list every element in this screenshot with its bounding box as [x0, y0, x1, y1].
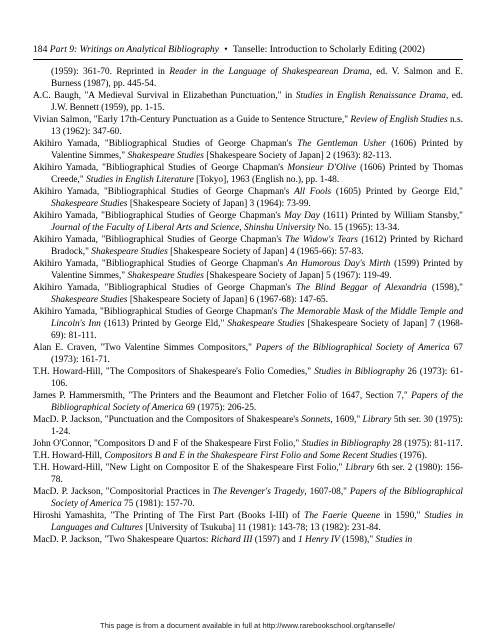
- entry-text: (1976).: [397, 451, 427, 461]
- bibliography-entry: [33, 210, 463, 234]
- entry-text: Vivian Salmon, "Early 17th-Century Punctuation as a Guide to Sentence Structure,": [33, 115, 351, 125]
- page-footer: This page is from a document available in full at http://www.rarebookschool.org/tanselle/: [99, 621, 396, 630]
- bibliography-entry: [33, 114, 463, 138]
- entry-text: , 1607-08,": [304, 487, 350, 497]
- entry-text: (1599) Printed by Valentine Simmes,": [51, 259, 464, 281]
- entry-text: [Tokyo], 1963 (English no.), pp. 1-48.: [193, 175, 340, 185]
- entry-text: [Shakespeare Society of Japan] 3 (1964): 73-99.: [127, 199, 311, 209]
- entry-title-italic: Library: [345, 463, 375, 473]
- entry-text: Akihiro Yamada, "Bibliographical Studies of George Chapman's: [33, 211, 285, 221]
- entry-title-italic: The Widow's Tears: [285, 235, 358, 245]
- entry-title-italic: 1 Henry IV: [298, 535, 340, 545]
- entry-text: (1598),": [426, 283, 463, 293]
- entry-text: T.H. Howard-Hill, "The Compositors of Shakespeare's Folio Comedies,": [33, 367, 315, 377]
- entry-text: James P. Hammersmith, "The Printers and the Beaumont and Fletcher Folio of 1647, Section 7,": [33, 391, 412, 401]
- header-rule: [33, 59, 463, 60]
- entry-title-italic: Journal of the Faculty of Liberal Arts and Science, Shinshu University: [51, 223, 316, 233]
- entry-title-italic: Richard III: [210, 535, 253, 545]
- entry-title-italic: Studies in: [375, 535, 413, 545]
- entry-title-italic: Shakespeare Studies: [227, 319, 305, 329]
- entry-text: Akihiro Yamada, "Bibliographical Studies of George Chapman's: [33, 259, 287, 269]
- entry-text: (1613) Printed by George Eld,": [100, 319, 228, 329]
- entry-title-italic: Library: [362, 415, 392, 425]
- entry-title-italic: Shakespeare Studies: [127, 151, 204, 161]
- bibliography-entry: [33, 90, 463, 114]
- entry-text: (1959): 361-70. Reprinted in: [51, 67, 170, 77]
- bibliography-entry: [33, 66, 463, 90]
- entry-text: (1598),": [339, 535, 376, 545]
- bibliography-entry: [33, 186, 463, 210]
- entry-text: (1605) Printed by George Eld,": [331, 187, 464, 197]
- entry-text: in 1590,": [380, 511, 425, 521]
- entry-text: (1597) and: [252, 535, 299, 545]
- entry-text: [Shakespeare Society of Japan] 4 (1965-66): 57-83.: [167, 247, 364, 257]
- entry-title-italic: Papers of the Bibliographical Society of America: [51, 391, 463, 413]
- entry-text: (1606) Printed by Thomas Creede,": [51, 163, 463, 185]
- entry-text: , ed. V. Salmon and E. Burness (1987), pp. 445-54.: [51, 67, 463, 89]
- entry-title-italic: Shakespeare Studies: [127, 271, 204, 281]
- bibliography-entry: [33, 282, 463, 306]
- entry-title-italic: Reader in the Language of Shakespearean Drama: [169, 67, 370, 77]
- bibliography-entry: [33, 414, 463, 438]
- entry-text: 75 (1981): 157-70.: [121, 499, 195, 509]
- entry-text: [Shakespeare Society of Japan] 2 (1963): 82-113.: [203, 151, 392, 161]
- entry-title-italic: Papers of the Bibliographical Society of America: [51, 487, 463, 509]
- bibliography-list: [33, 66, 463, 546]
- bibliography-entry: [33, 342, 463, 366]
- bibliography-entry: [33, 258, 463, 282]
- entry-text: (1612) Printed by Richard Bradock,": [51, 235, 463, 257]
- bibliography-entry: [33, 234, 463, 258]
- entry-text: (1606) Printed by Valentine Simmes,": [51, 139, 464, 161]
- entry-text: Alan E. Craven, "Two Valentine Simmes Compositors,": [33, 343, 256, 353]
- entry-title-italic: Studies in English Literature: [86, 175, 194, 185]
- entry-title-italic: Shakespeare Studies: [51, 199, 128, 209]
- entry-text: [Shakespeare Society of Japan] 7 (1968-69): 81-111.: [51, 319, 463, 341]
- bibliography-entry: [33, 450, 463, 462]
- bibliography-entry: [33, 306, 463, 342]
- entry-text: (1611) Printed by William Stansby,": [319, 211, 464, 221]
- entry-text: [University of Tsukuba] 11 (1981): 143-78; 13 (1982): 231-84.: [142, 523, 381, 533]
- entry-title-italic: Sonnets: [301, 415, 331, 425]
- entry-title-italic: Shakespeare Studies: [51, 295, 128, 305]
- entry-text: [Shakespeare Society of Japan] 6 (1967-68): 147-65.: [127, 295, 328, 305]
- entry-text: Akihiro Yamada, "Bibliographical Studies of George Chapman's: [33, 163, 288, 173]
- entry-text: Hiroshi Yamashita, "The Printing of The First Part (Books I-III) of: [33, 511, 305, 521]
- entry-title-italic: The Revenger's Tragedy: [212, 487, 305, 497]
- bibliography-entry: [33, 162, 463, 186]
- entry-text: MacD. P. Jackson, "Two Shakespeare Quartos:: [33, 535, 211, 545]
- entry-text: 67 (1973): 161-71.: [51, 343, 463, 365]
- entry-title-italic: Shakespeare Studies: [91, 247, 168, 257]
- entry-title-italic: Studies in Bibliography: [301, 439, 391, 449]
- bibliography-entry: [33, 366, 463, 390]
- entry-title-italic: The Blind Beggar of Alexandria: [295, 283, 427, 293]
- entry-title-italic: The Memorable Mask of the Middle Temple and Lincoln's Inn: [51, 307, 464, 329]
- entry-title-italic: Studies in English Renaissance Drama: [295, 91, 446, 101]
- entry-title-italic: Papers of the Bibliographical Society of America: [255, 343, 450, 353]
- entry-title-italic: Studies in Languages and Cultures: [51, 511, 464, 533]
- entry-text: T.H. Howard-Hill, "New Light on Compositor E of the Shakespeare First Folio,": [33, 463, 346, 473]
- entry-title-italic: May Day: [284, 211, 320, 221]
- entry-text: , 1609,": [330, 415, 363, 425]
- entry-text: Akihiro Yamada, "Bibliographical Studies of George Chapman's: [33, 235, 286, 245]
- bibliography-entry: [33, 390, 463, 414]
- entry-text: 28 (1975): 81-117.: [390, 439, 463, 449]
- entry-title-italic: All Fools: [294, 187, 332, 197]
- entry-title-italic: Monsieur D'Olive: [287, 163, 357, 173]
- bibliography-entry: [33, 438, 463, 450]
- entry-text: 69 (1975): 206-25.: [183, 403, 257, 413]
- entry-title-italic: Studies in Bibliography: [314, 367, 405, 377]
- entry-text: [Shakespeare Society of Japan] 5 (1967): 119-49.: [203, 271, 392, 281]
- entry-text: No. 15 (1965): 13-34.: [315, 223, 400, 233]
- entry-text: Akihiro Yamada, "Bibliographical Studies of George Chapman's: [33, 283, 296, 293]
- page-number: 184: [33, 44, 48, 55]
- entry-text: Akihiro Yamada, "Bibliographical Studies of George Chapman's: [33, 139, 298, 149]
- part-title: Part 9: Writings on Analytical Bibliography: [49, 44, 219, 55]
- entry-text: A.C. Baugh, "A Medieval Survival in Elizabethan Punctuation," in: [33, 91, 296, 101]
- bibliography-entry: [33, 486, 463, 510]
- entry-text: MacD. P. Jackson, "Punctuation and the Compositors of Shakespeare's: [33, 415, 302, 425]
- entry-text: John O'Connor, "Compositors D and F of the Shakespeare First Folio,": [33, 439, 302, 449]
- entry-text: 6th ser. 2 (1980): 156-78.: [51, 463, 463, 485]
- bibliography-entry: [33, 510, 463, 534]
- entry-title-italic: The Gentleman Usher: [297, 139, 386, 149]
- entry-title-italic: Review of English Studies: [350, 115, 448, 125]
- header-bullet: •: [224, 44, 228, 55]
- bibliography-entry: [33, 462, 463, 486]
- entry-text: 5th ser. 30 (1975): 1-24.: [51, 415, 463, 437]
- entry-text: n.s. 13 (1962): 347-60.: [51, 115, 463, 137]
- entry-text: Akihiro Yamada, "Bibliographical Studies of George Chapman's: [33, 307, 281, 317]
- entry-title-italic: Compositors B and E in the Shakespeare First Folio and Some Recent Studies: [104, 451, 398, 461]
- bibliography-entry: [33, 138, 463, 162]
- entry-text: Akihiro Yamada, "Bibliographical Studies of George Chapman's: [33, 187, 295, 197]
- entry-text: T.H. Howard-Hill,: [33, 451, 105, 461]
- entry-title-italic: The Faerie Queene: [304, 511, 381, 521]
- book-title: Tanselle: Introduction to Scholarly Editing (2002): [232, 44, 425, 55]
- entry-text: 26 (1973): 61-106.: [51, 367, 463, 389]
- bibliography-entry: [33, 534, 463, 546]
- running-header: [33, 44, 463, 56]
- entry-title-italic: An Humorous Day's Mirth: [286, 259, 391, 269]
- entry-text: , ed. J.W. Bennett (1959), pp. 1-15.: [51, 91, 463, 113]
- entry-text: MacD. P. Jackson, "Compositorial Practices in: [33, 487, 213, 497]
